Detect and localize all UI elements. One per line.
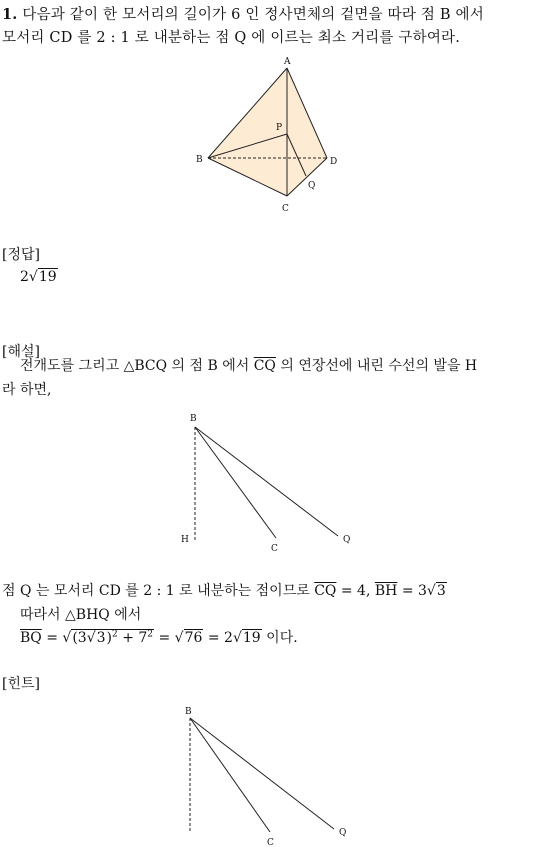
sol-label-B: B: [190, 414, 197, 424]
label-B: B: [196, 155, 203, 165]
solution-line-2: 라 하면,: [2, 382, 52, 398]
solution-line-4: 따라서 △BHQ 에서: [20, 607, 142, 623]
solution-line-1: [20, 355, 477, 375]
hint-segment-BQ: [190, 718, 334, 829]
solution-text-1b: 의 연장선에 내린 수선의 발을 H: [280, 358, 478, 374]
inner-c: + 7: [122, 630, 148, 646]
inner-rad: 3: [96, 630, 106, 646]
solution-text-3a: 점 Q 는 모서리 CD 를 2 : 1 로 내분하는 점이므로: [2, 583, 310, 599]
label-Q: Q: [308, 181, 316, 191]
answer-radicand: 19: [38, 269, 57, 285]
equation-cq: = 4,: [340, 583, 371, 599]
sol-label-C: C: [271, 544, 278, 554]
hint-label-B: B: [185, 707, 192, 717]
bq-big-radicand: $(3√3)^2 + 7^2$: [72, 629, 154, 646]
equation-bh: = 3: [401, 583, 427, 599]
hint-header: [힌트]: [2, 676, 40, 692]
bh-radicand: 3: [436, 583, 446, 599]
hint-label-C: C: [267, 838, 274, 847]
solution-line-5: $\overline{BQ} = √(3√3)^2 + 7^2 = √76 = 2√19$ 이다.: [20, 629, 298, 646]
segment-BQ: [195, 427, 338, 536]
eq-sign-2: =: [158, 630, 171, 646]
inner-exp: 2: [112, 629, 118, 640]
solution-line-3: 점 Q 는 모서리 CD 를 2 : 1 로 내분하는 점이므로 $\overline{CQ} = 4$, $\overline{BH} = 3√3$: [2, 583, 446, 599]
segment-BH: $\overline{BH}$: [374, 583, 398, 599]
solution-end: 이다.: [266, 630, 298, 646]
rad-19: 19: [242, 630, 261, 646]
hint-label-Q: Q: [339, 828, 347, 838]
inner-a: (3: [72, 630, 87, 646]
answer-value: 2√19: [20, 269, 57, 285]
label-P: P: [276, 123, 283, 133]
segment-BC: [195, 427, 276, 538]
label-C: C: [282, 204, 289, 214]
label-A: A: [284, 57, 291, 67]
problem-number: 1.: [2, 6, 18, 23]
rad-76: 76: [184, 630, 203, 646]
problem-text-1: 다음과 같이 한 모서리의 길이가 6 인 정사면체의 겉면을 따라 점 B 에서: [22, 7, 484, 23]
hint-segment-BC: [190, 718, 270, 832]
segment-CQ-2: $\overline{CQ}$: [314, 583, 337, 599]
eq-sign-1: =: [46, 630, 58, 646]
solution-text-1a: 전개도를 그리고 △BCQ 의 점 B 에서: [20, 358, 250, 374]
answer-coef: 2: [20, 269, 29, 285]
eq-sign-3: = 2: [207, 630, 233, 646]
sol-label-H: H: [181, 535, 189, 545]
segment-CQ-notation: $\overline{CQ}$: [253, 358, 276, 374]
solution-header: [해설]: [2, 344, 40, 360]
problem-line-2: 모서리 CD 를 2 : 1 로 내분하는 점 Q 에 이르는 최소 거리를 구하여라.: [2, 30, 461, 46]
label-D: D: [330, 157, 338, 167]
segment-BQ-notation: $\overline{BQ}$: [20, 630, 42, 646]
answer-header: [정답]: [2, 247, 40, 263]
sol-label-Q: Q: [343, 535, 351, 545]
inner-exp2: 2: [147, 629, 154, 640]
tetrahedron-face-fill: [208, 68, 327, 196]
inner-b: ): [106, 630, 113, 646]
